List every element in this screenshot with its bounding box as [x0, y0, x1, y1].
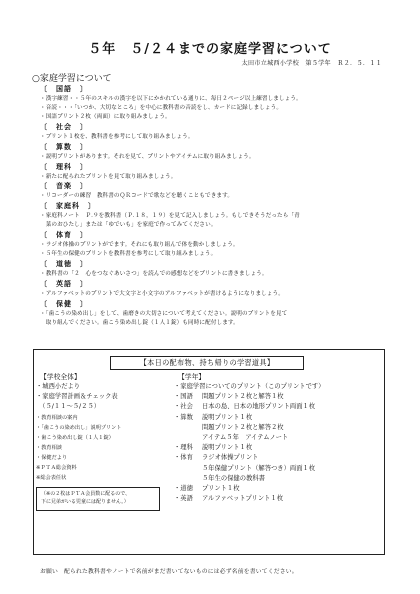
subject-instruction: ・「歯こうの染め出し」をして、歯磨きの大切さについて考えてください。説明のプリントを見て	[40, 310, 288, 317]
grade-item	[174, 433, 382, 443]
subject-name: 国語	[56, 85, 72, 93]
subject-instruction: ・ラジオ体操のプリントがでます。それにも取り組んで体を動かしましょう。	[40, 242, 239, 249]
page-title: ５年 ５/２４までの家庭学習について	[88, 42, 332, 57]
grade-item	[174, 484, 382, 494]
subject-heading: 〔 社会 〕	[40, 122, 88, 131]
grade-item	[174, 494, 382, 504]
grade-item-text: アルファベットプリント１枚	[202, 495, 284, 503]
school-wide-item: ※総会表任状	[36, 474, 67, 481]
subject-heading: 〔 理科 〕	[40, 162, 88, 171]
subject-instruction: ・音読・・・「いつか、大切なところ」を中心に教科書の音読をし、カードに記録しましょう。	[40, 104, 283, 111]
subject-instruction: ・教科書の「２ 心をつなぐあいさつ」を読んでの感想などをプリントに書きましょう。	[40, 270, 268, 277]
grade-item-text: 説明プリント１枚	[202, 444, 253, 452]
grade-item	[174, 402, 382, 412]
school-date-line: 太田市立城西小学校 第５学年 Ｒ２．５．１１	[241, 60, 382, 67]
subject-name: 家庭科	[56, 202, 80, 211]
subject-instruction: ・国語プリント２枚（両面）に取り組みましょう。	[40, 113, 171, 120]
grade-item-subject	[174, 464, 202, 474]
grade-item	[174, 474, 382, 484]
pta-note-line: 下に兄弟がいる児童には配りません。）	[41, 499, 129, 506]
box-title: 【本日の配布物、持ち帰りの学習道具】	[110, 356, 304, 370]
grade-item	[174, 382, 382, 392]
grade-item-subject: ・英語	[174, 495, 193, 503]
pta-note-box	[36, 487, 160, 511]
subject-name: 理科	[56, 162, 72, 171]
school-wide-item: ・歯こう染め出し錠（１人１錠）	[36, 434, 114, 441]
grade-item-text: プリント１枚	[202, 485, 240, 493]
subject-heading: 〔 算数 〕	[40, 142, 88, 151]
school-wide-item: （５/１１～５/２５）	[36, 403, 101, 411]
school-wide-item: ・教育相談	[36, 444, 62, 451]
footer-request: お願い 配られた教科書やノートで名前がまだ書いてないものには必ず名前を書いてください。	[40, 569, 298, 575]
grade-item-subject: ・理科	[174, 444, 193, 452]
subject-instruction: ・プリント１枚を、教科書を参考にして取り組みましょう。	[40, 133, 194, 140]
grade-item-text: 日本の島、日本の地形プリント両面１枚	[202, 403, 316, 411]
subject-instruction: ・５年生の保健のプリントを教科書を参考にして取り組みましょう。	[40, 251, 217, 258]
subject-list	[40, 84, 392, 328]
grade-item-subject: ・算数	[174, 413, 193, 421]
grade-item-text: 問題プリント２枚と解答２枚	[202, 423, 284, 431]
subject-heading: 〔 保健 〕	[40, 299, 88, 308]
grade-item	[174, 443, 382, 453]
subject-name: 保健	[56, 299, 72, 308]
subject-instruction: ・アルファベットのプリントで大文字と小文字のアルファベットが書けるようになりましょう。	[40, 290, 284, 297]
subject-name: 音楽	[56, 182, 72, 191]
section-heading: ○家庭学習について	[32, 74, 112, 84]
subject-instruction: ・漢字練習・・５年のスキルの漢字を以下にかかれている通りに、毎日２ページ以上練習しましょう。	[40, 96, 302, 102]
subject-heading: 〔 国語 〕	[40, 85, 88, 93]
school-wide-heading: 【学校全体】	[40, 373, 81, 381]
school-wide-item: ・教育相談の案内	[36, 414, 78, 421]
subject-name: 体育	[56, 231, 72, 240]
grade-item-text: ラジオ体操プリント	[202, 454, 259, 462]
grade-item-subject	[174, 423, 202, 433]
school-wide-item: ※ＰＴＡ総会資料	[36, 464, 77, 471]
grade-item-text: ５年生の保健の教科書	[202, 474, 265, 482]
subject-heading: 〔 家庭科 〕	[40, 202, 96, 211]
subject-name: 社会	[56, 122, 72, 131]
subject-heading: 〔 音楽 〕	[40, 182, 88, 191]
subject-instruction: ・家庭科ノート Ｐ.９を教科書（Ｐ.１８，１９）を見て記入しましょう。もしできそうだったら「青	[40, 213, 300, 220]
grade-item-text: アイテム５年 アイテムノート	[202, 434, 289, 442]
subject-instruction: 取り組んでください。歯こう染め出し錠（１人１錠）も同時に配付します。	[40, 319, 239, 326]
subject-name: 英語	[56, 279, 72, 288]
grade-item	[174, 464, 382, 474]
school-wide-item: ・家庭学習計画＆チェック表	[36, 393, 118, 401]
subject-instruction: ・説明プリントがあります。それを見て、プリントやアイテムに取り組みましょう。	[40, 153, 255, 160]
grade-item-subject: ・国語	[174, 393, 193, 401]
school-wide-item: ・「歯こうの染め出し」説明プリント	[36, 424, 122, 431]
grade-item	[174, 413, 382, 423]
grade-column	[174, 372, 382, 504]
subject-heading: 〔 道徳 〕	[40, 259, 88, 268]
grade-item-text: 問題プリント２枚と解答１枚	[202, 393, 284, 401]
subject-instruction: ・新たに配られたプリントを見て取り組みましょう。	[40, 173, 177, 180]
grade-item	[174, 453, 382, 463]
subject-name: 道徳	[56, 259, 72, 268]
grade-item-subject: ・体育	[174, 454, 193, 462]
grade-item	[174, 392, 382, 402]
school-wide-item: ・保健だより	[36, 454, 68, 461]
grade-item-subject: ・道徳	[174, 485, 193, 493]
grade-item-text: 説明プリント１枚	[202, 413, 253, 421]
grade-item	[174, 423, 382, 433]
grade-item-subject	[174, 433, 202, 443]
grade-item-subject	[174, 474, 202, 484]
grade-item-subject: ・家庭学習についてのプリント（このプリントです）	[174, 383, 325, 390]
subject-instruction: ・リコーダーの練習 教科書のＱＲコードで歌などを聴くこともできます。	[40, 193, 234, 200]
subject-heading: 〔 体育 〕	[40, 231, 88, 240]
subject-name: 算数	[56, 142, 72, 151]
school-wide-item: ・城西小だより	[36, 383, 81, 390]
grade-item-subject: ・社会	[174, 403, 193, 411]
school-wide-column	[36, 372, 171, 511]
subject-heading: 〔 英語 〕	[40, 279, 88, 288]
grade-item-text: ５年保健プリント（解答つき）両面１枚	[202, 464, 316, 472]
grade-heading: 【学年】	[178, 373, 206, 381]
pta-note-line: （※の２枚はＰＴＡ会員数に配るので、	[41, 490, 131, 497]
subject-instruction: 菜のおひたし」または「ゆでいも」を家庭で作ってみてください。	[40, 222, 217, 229]
